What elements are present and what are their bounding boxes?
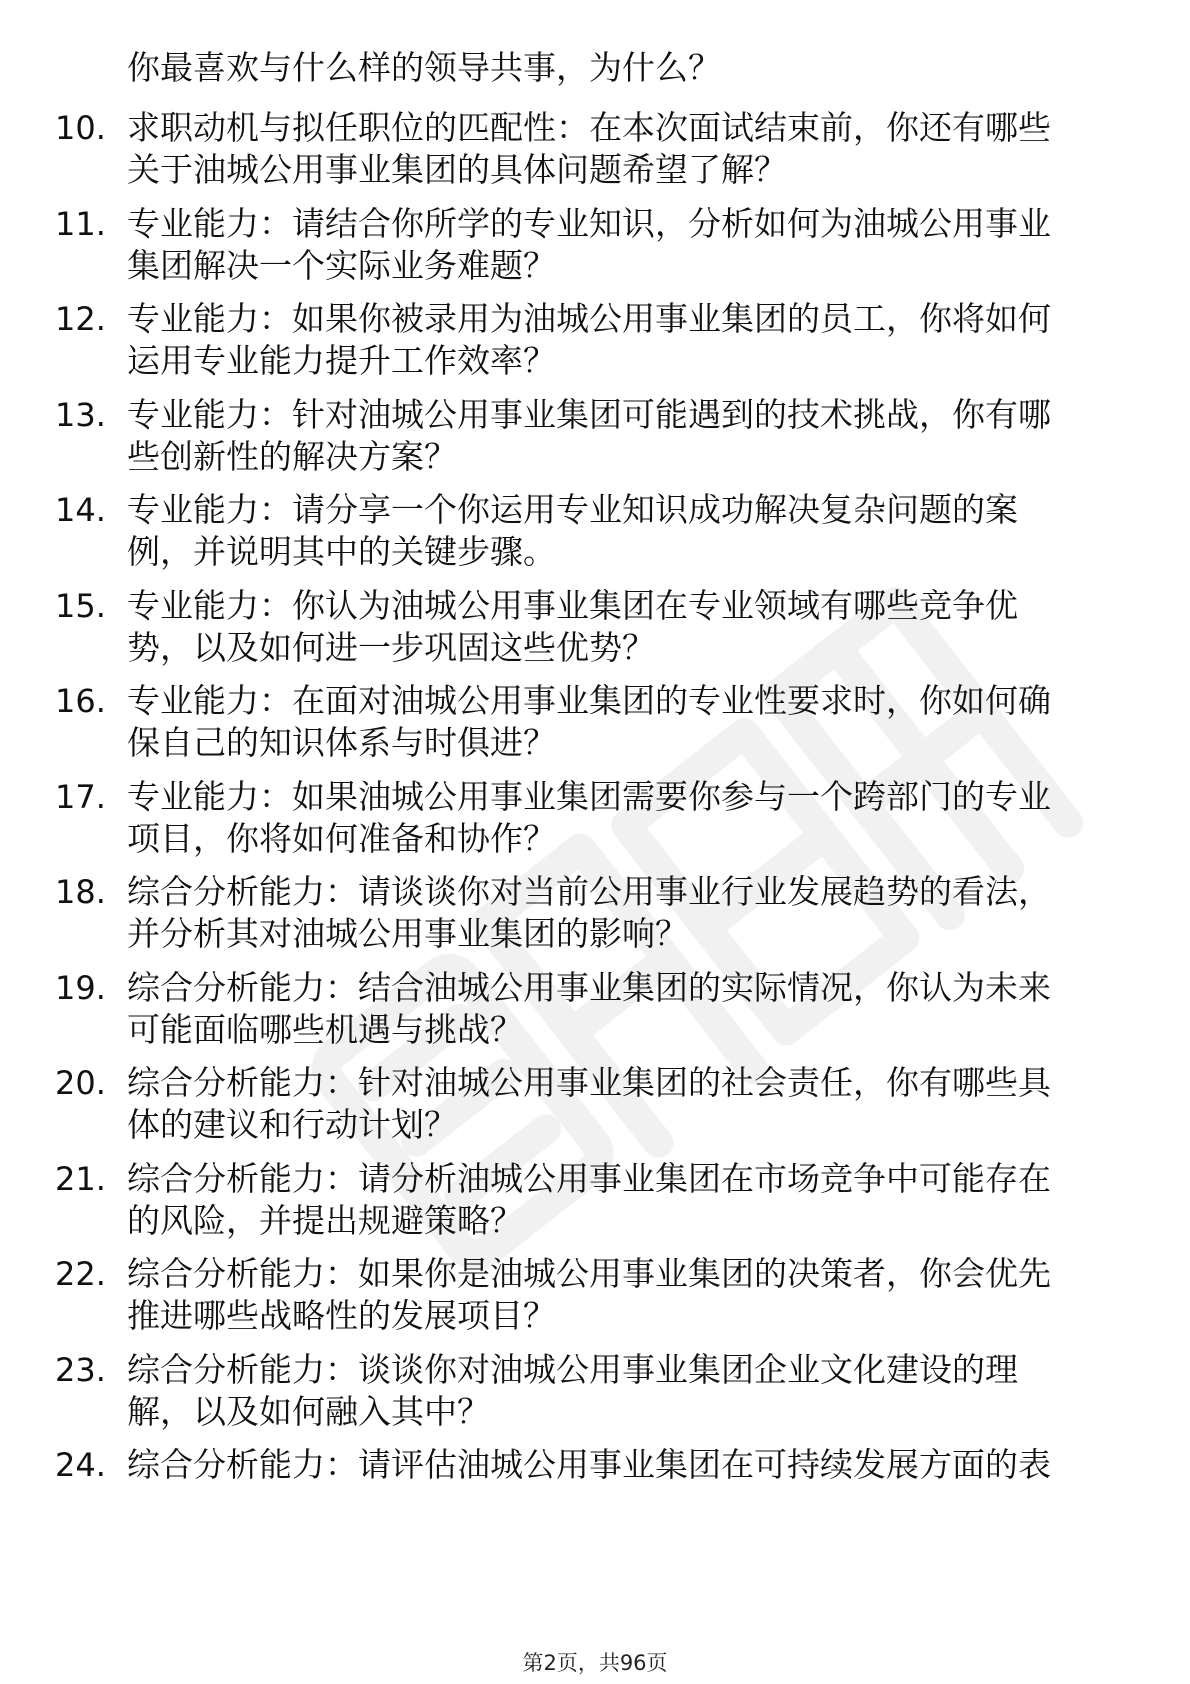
question-text-line: 综合分析能力：谈谈你对油城公用事业集团企业文化建设的理	[127, 1349, 1018, 1389]
question-number: 11.	[55, 204, 106, 243]
question-number: 20.	[55, 1064, 106, 1102]
question-text-line: 可能面临哪些机遇与挑战？	[127, 1009, 523, 1049]
question-text-line: 综合分析能力：请分析油城公用事业集团在市场竞争中可能存在	[127, 1158, 1051, 1198]
question-text-line: 专业能力：在面对油城公用事业集团的专业性要求时，你如何确	[127, 681, 1051, 720]
question-text-line: 综合分析能力：请评估油城公用事业集团在可持续发展方面的表	[127, 1445, 1051, 1484]
question-number: 15.	[55, 586, 106, 625]
question-text-line: 保自己的知识体系与时俱进？	[127, 723, 556, 762]
question-number: 10.	[55, 109, 106, 147]
question-number: 14.	[55, 491, 106, 529]
question-text-line: 求职动机与拟任职位的匹配性：在本次面试结束前，你还有哪些	[127, 108, 1051, 147]
question-text-line: 体的建议和行动计划？	[127, 1105, 457, 1144]
question-text-line: 例，并说明其中的关键步骤。	[127, 532, 556, 571]
question-text-line: 的风险，并提出规避策略？	[127, 1200, 523, 1240]
question-text-line: 专业能力：如果油城公用事业集团需要你参与一个跨部门的专业	[127, 776, 1051, 816]
question-text-line: 并分析其对油城公用事业集团的影响？	[127, 914, 688, 953]
question-text-line: 综合分析能力：如果你是油城公用事业集团的决策者，你会优先	[127, 1254, 1051, 1293]
question-text-line: 解，以及如何融入其中？	[127, 1391, 490, 1431]
question-number: 22.	[55, 1255, 106, 1293]
question-text-line: 运用专业能力提升工作效率？	[127, 341, 556, 380]
question-number: 12.	[55, 300, 106, 338]
question-text-line: 专业能力：你认为油城公用事业集团在专业领域有哪些竞争优	[127, 585, 1018, 625]
question-text-line: 专业能力：请分享一个你运用专业知识成功解决复杂问题的案	[127, 490, 1018, 529]
question-text-line: 势，以及如何进一步巩固这些优势？	[127, 627, 655, 667]
question-number: 13.	[55, 395, 106, 434]
question-text-line: 推进哪些战略性的发展项目？	[127, 1296, 556, 1335]
intro-line: 你最喜欢与什么样的领导共事，为什么？	[127, 48, 721, 87]
question-text-line: 专业能力：请结合你所学的专业知识，分析如何为油城公用事业	[127, 203, 1051, 243]
question-number: 17.	[55, 777, 106, 816]
question-text-line: 专业能力：如果你被录用为油城公用事业集团的员工，你将如何	[127, 299, 1051, 338]
question-number: 24.	[55, 1446, 106, 1484]
question-text-line: 关于油城公用事业集团的具体问题希望了解？	[127, 150, 787, 189]
question-text-line: 综合分析能力：请谈谈你对当前公用事业行业发展趋势的看法，	[127, 872, 1051, 911]
question-number: 19.	[55, 968, 106, 1007]
question-number: 18.	[55, 873, 106, 911]
question-number: 16.	[55, 682, 106, 720]
question-text-line: 项目，你将如何准备和协作？	[127, 818, 556, 858]
question-text-line: 些创新性的解决方案？	[127, 436, 457, 476]
question-text-line: 专业能力：针对油城公用事业集团可能遇到的技术挑战，你有哪	[127, 394, 1051, 434]
question-number: 21.	[55, 1159, 106, 1198]
question-number: 23.	[55, 1350, 106, 1389]
question-text-line: 集团解决一个实际业务难题？	[127, 245, 556, 285]
question-text-line: 综合分析能力：结合油城公用事业集团的实际情况，你认为未来	[127, 967, 1051, 1007]
question-text-line: 综合分析能力：针对油城公用事业集团的社会责任，你有哪些具	[127, 1063, 1051, 1102]
page-footer: 第2页，共96页	[522, 1651, 668, 1675]
